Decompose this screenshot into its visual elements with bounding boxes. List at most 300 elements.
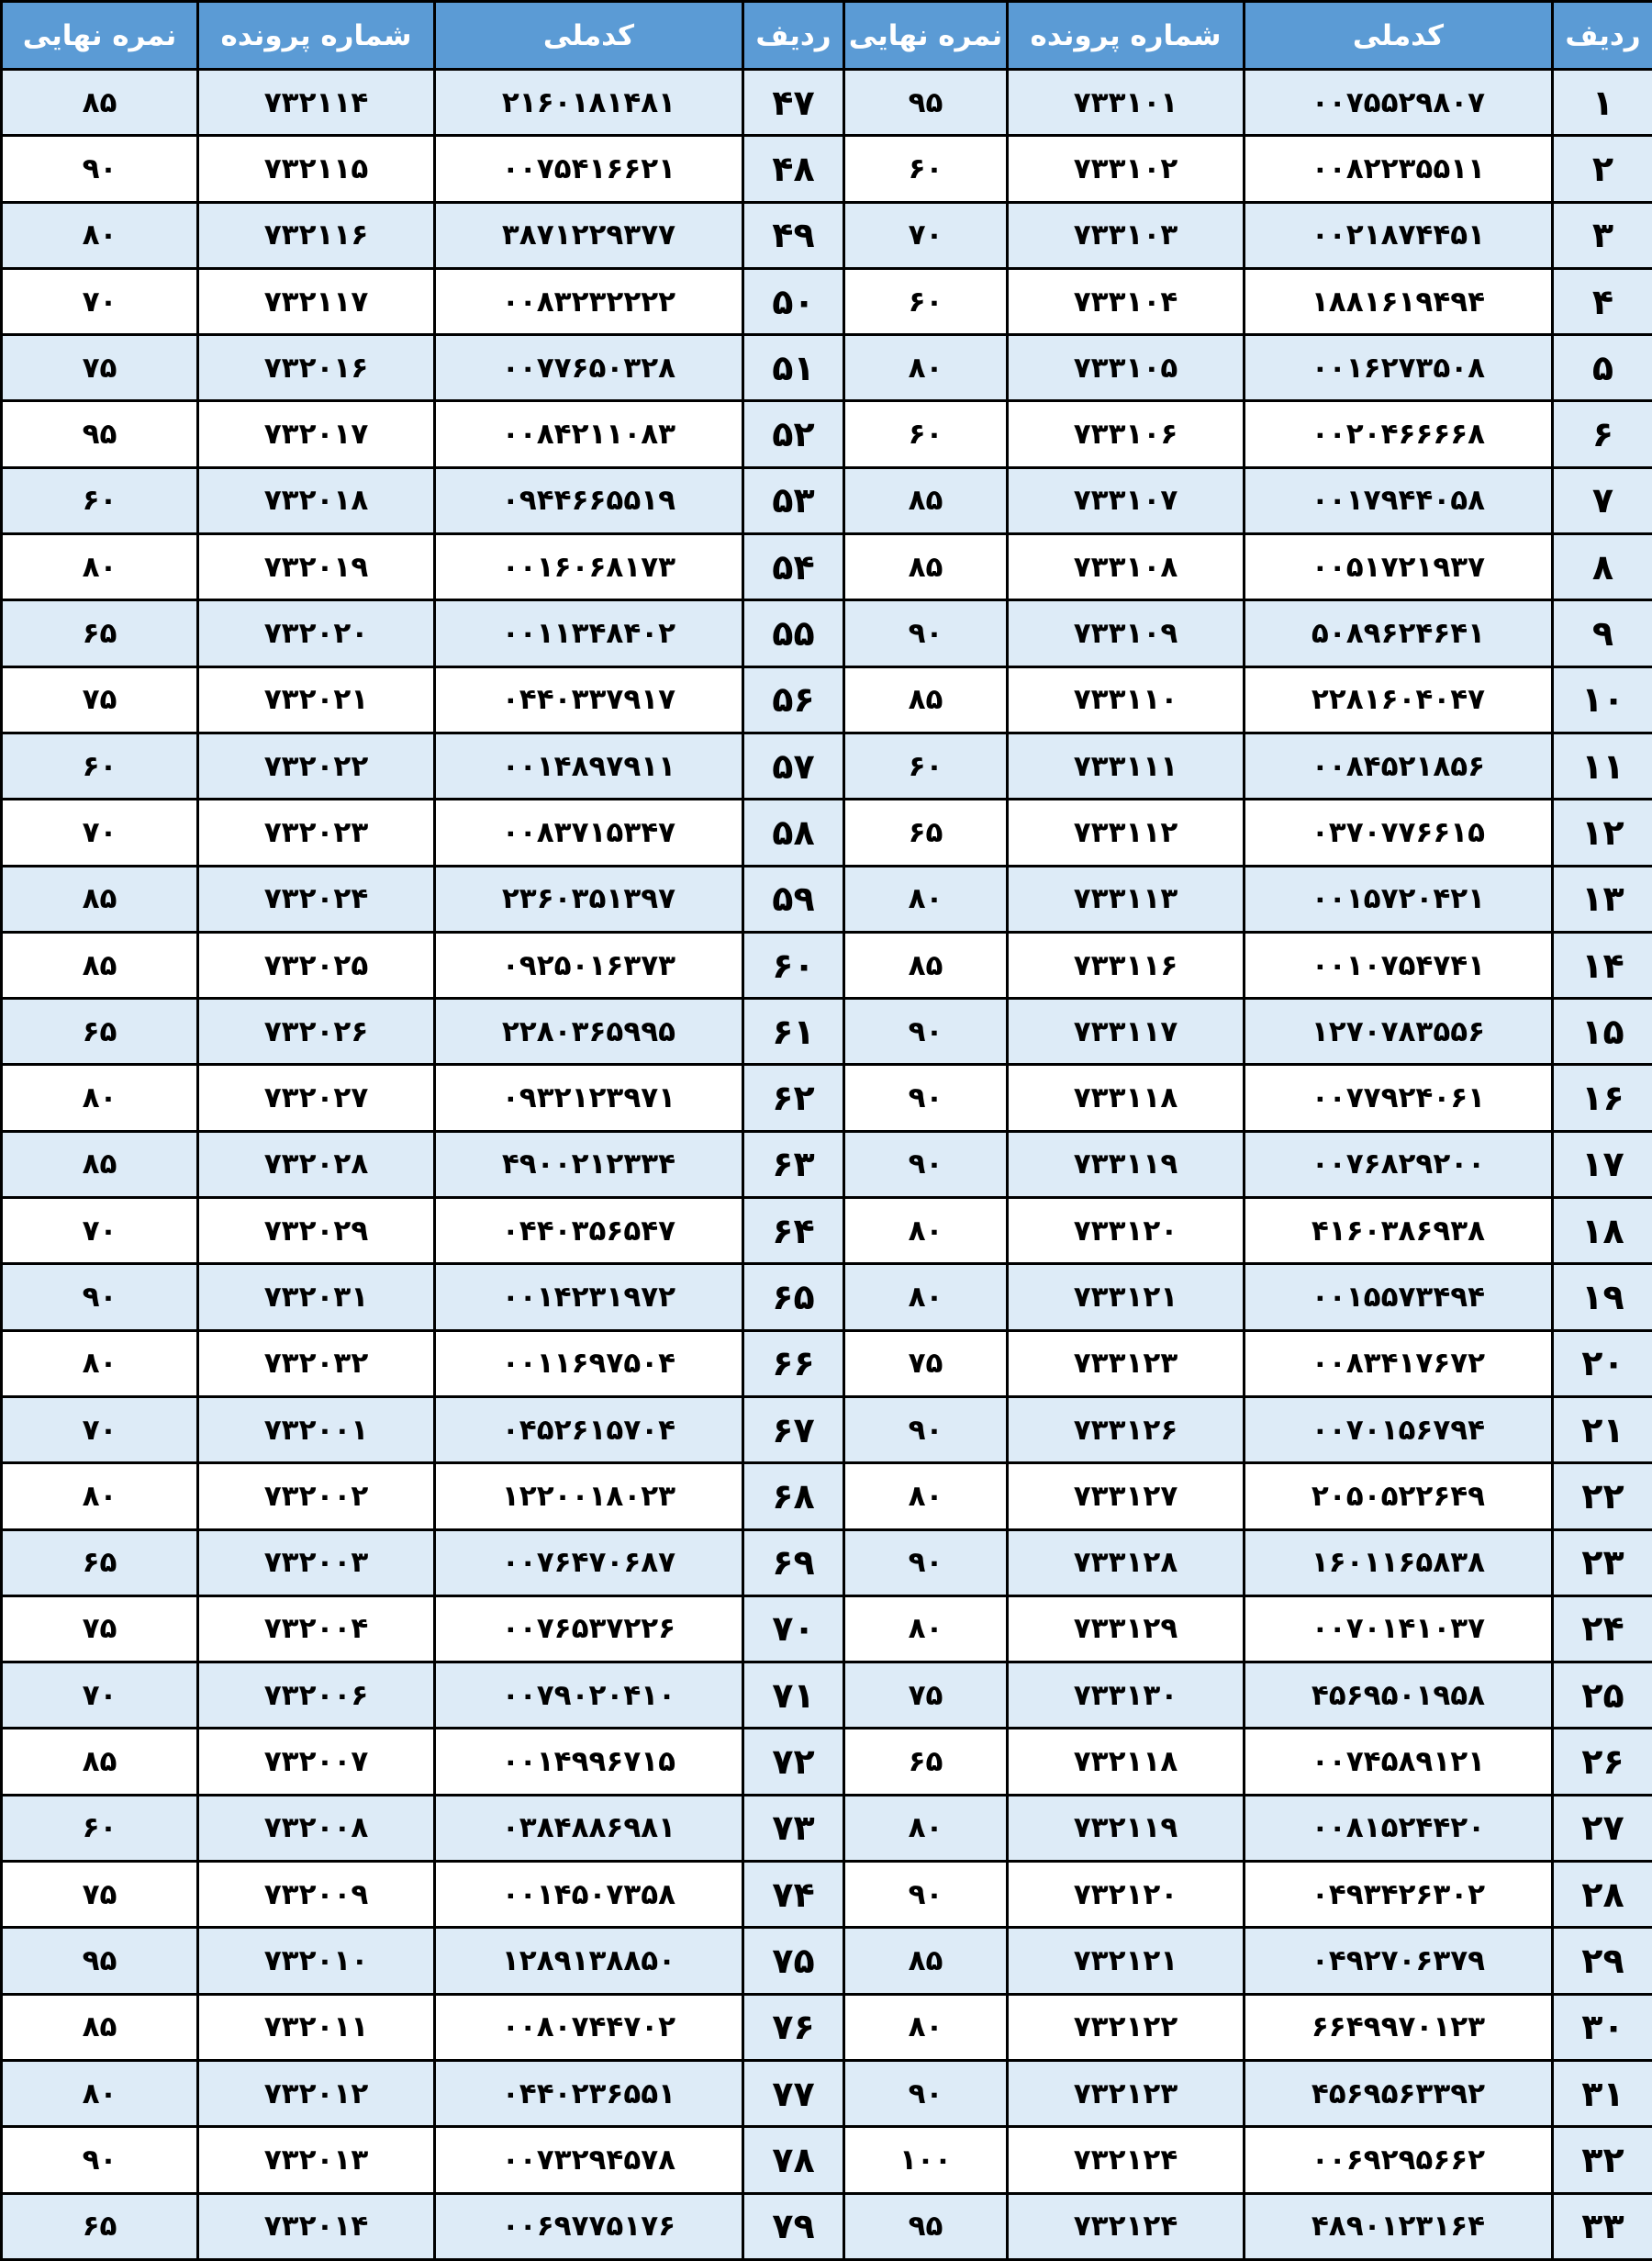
- national-id-cell: ۰۰۱۵۵۷۳۴۹۴: [1245, 1264, 1553, 1330]
- national-id-cell: ۱۸۸۱۶۱۹۴۹۴: [1245, 268, 1553, 334]
- row-number-cell: ۶۷: [743, 1396, 844, 1462]
- file-number-cell: ۷۳۳۱۲۰: [1008, 1198, 1245, 1264]
- table-row: [2, 666, 1652, 733]
- row-number-cell: ۷: [1553, 467, 1652, 533]
- row-number-cell: ۲۶: [1553, 1729, 1652, 1795]
- national-id-cell: ۲۰۵۰۵۲۲۶۴۹: [1245, 1463, 1553, 1529]
- national-id-cell: ۰۰۸۳۴۱۷۶۷۲: [1245, 1330, 1553, 1396]
- final-grade-cell: ۹۵: [844, 70, 1008, 136]
- national-id-cell: ۶۶۴۹۹۷۰۱۲۳: [1245, 1994, 1553, 2060]
- file-number-cell: ۷۳۲۰۲۰: [198, 600, 435, 666]
- file-number-cell: ۷۳۳۱۰۸: [1008, 534, 1245, 600]
- final-grade-cell: ۶۵: [844, 800, 1008, 866]
- final-grade-cell: ۷۵: [844, 1330, 1008, 1396]
- row-number-cell: ۴: [1553, 268, 1652, 334]
- file-number-cell: ۷۳۲۰۰۹: [198, 1862, 435, 1928]
- row-number-cell: ۶۳: [743, 1131, 844, 1197]
- national-id-cell: ۰۰۲۰۴۶۶۶۶۸: [1245, 401, 1553, 467]
- file-number-cell: ۷۳۲۰۳۱: [198, 1264, 435, 1330]
- final-grade-cell: ۸۵: [2, 932, 198, 998]
- national-id-cell: ۰۰۸۰۷۴۴۷۰۲: [435, 1994, 743, 2060]
- final-grade-cell: ۹۰: [844, 999, 1008, 1065]
- file-number-cell: ۷۳۳۱۱۲: [1008, 800, 1245, 866]
- file-number-cell: ۷۳۲۰۰۴: [198, 1595, 435, 1662]
- final-grade-cell: ۹۵: [2, 401, 198, 467]
- final-grade-cell: ۸۰: [844, 1595, 1008, 1662]
- row-number-cell: ۵: [1553, 335, 1652, 401]
- file-number-cell: ۷۳۳۱۲۶: [1008, 1396, 1245, 1462]
- file-number-cell: ۷۳۲۰۲۴: [198, 866, 435, 932]
- row-number-cell: ۶۲: [743, 1065, 844, 1131]
- table-row: [2, 999, 1652, 1065]
- row-number-cell: ۳۰: [1553, 1994, 1652, 2060]
- row-number-cell: ۲۴: [1553, 1595, 1652, 1662]
- national-id-cell: ۰۰۱۴۸۹۷۹۱۱: [435, 733, 743, 799]
- national-id-cell: ۰۰۸۳۷۱۵۳۴۷: [435, 800, 743, 866]
- national-id-cell: ۰۰۱۶۰۶۸۱۷۳: [435, 534, 743, 600]
- row-number-cell: ۱۶: [1553, 1065, 1652, 1131]
- row-number-cell: ۲: [1553, 136, 1652, 202]
- final-grade-cell: ۸۰: [844, 1264, 1008, 1330]
- file-number-cell: ۷۳۲۰۳۲: [198, 1330, 435, 1396]
- row-number-cell: ۷۸: [743, 2127, 844, 2193]
- table-row: [2, 1264, 1652, 1330]
- row-number-cell: ۳۲: [1553, 2127, 1652, 2193]
- row-number-cell: ۵۴: [743, 534, 844, 600]
- national-id-cell: ۰۰۸۲۲۳۵۵۱۱: [1245, 136, 1553, 202]
- row-number-cell: ۲۰: [1553, 1330, 1652, 1396]
- national-id-cell: ۲۱۶۰۱۸۱۴۸۱: [435, 70, 743, 136]
- file-number-cell: ۷۳۲۱۲۴: [1008, 2193, 1245, 2259]
- national-id-cell: ۴۹۰۰۲۱۲۳۳۴: [435, 1131, 743, 1197]
- row-number-cell: ۱۳: [1553, 866, 1652, 932]
- file-number-cell: ۷۳۲۰۱۳: [198, 2127, 435, 2193]
- national-id-cell: ۰۰۱۵۷۲۰۴۲۱: [1245, 866, 1553, 932]
- row-number-cell: ۷۷: [743, 2060, 844, 2126]
- final-grade-cell: ۷۰: [2, 268, 198, 334]
- national-id-cell: ۲۲۸۰۳۶۵۹۹۵: [435, 999, 743, 1065]
- national-id-cell: ۰۰۵۱۷۲۱۹۳۷: [1245, 534, 1553, 600]
- national-id-cell: ۰۰۸۴۵۲۱۸۵۶: [1245, 733, 1553, 799]
- header-row-number: ردیف: [1553, 2, 1652, 70]
- national-id-cell: ۰۰۷۷۶۵۰۳۲۸: [435, 335, 743, 401]
- row-number-cell: ۷۶: [743, 1994, 844, 2060]
- header-final-grade: نمره نهایی: [2, 2, 198, 70]
- row-number-cell: ۶۵: [743, 1264, 844, 1330]
- national-id-cell: ۰۰۶۹۲۹۵۶۶۲: [1245, 2127, 1553, 2193]
- file-number-cell: ۷۳۳۱۱۱: [1008, 733, 1245, 799]
- final-grade-cell: ۸۵: [2, 1994, 198, 2060]
- table-row: [2, 1396, 1652, 1462]
- file-number-cell: ۷۳۲۱۱۶: [198, 202, 435, 268]
- final-grade-cell: ۹۰: [844, 1529, 1008, 1595]
- final-grade-cell: ۷۵: [844, 1662, 1008, 1729]
- final-grade-cell: ۶۵: [2, 2193, 198, 2259]
- file-number-cell: ۷۳۲۱۱۸: [1008, 1729, 1245, 1795]
- row-number-cell: ۵۳: [743, 467, 844, 533]
- final-grade-cell: ۷۵: [2, 1862, 198, 1928]
- national-id-cell: ۴۸۹۰۱۲۳۱۶۴: [1245, 2193, 1553, 2259]
- national-id-cell: ۰۴۴۰۲۳۶۵۵۱: [435, 2060, 743, 2126]
- final-grade-cell: ۶۵: [2, 600, 198, 666]
- national-id-cell: ۲۳۶۰۳۵۱۳۹۷: [435, 866, 743, 932]
- national-id-cell: ۰۰۶۹۷۷۵۱۷۶: [435, 2193, 743, 2259]
- final-grade-cell: ۸۰: [2, 202, 198, 268]
- file-number-cell: ۷۳۳۱۰۵: [1008, 335, 1245, 401]
- file-number-cell: ۷۳۲۰۱۲: [198, 2060, 435, 2126]
- row-number-cell: ۶۴: [743, 1198, 844, 1264]
- row-number-cell: ۵۲: [743, 401, 844, 467]
- file-number-cell: ۷۳۲۰۱۷: [198, 401, 435, 467]
- row-number-cell: ۲۸: [1553, 1862, 1652, 1928]
- row-number-cell: ۲۲: [1553, 1463, 1652, 1529]
- table-row: [2, 1795, 1652, 1861]
- final-grade-cell: ۷۰: [2, 1662, 198, 1729]
- table-row: [2, 800, 1652, 866]
- final-grade-cell: ۸۰: [844, 1795, 1008, 1861]
- header-national-id: کدملی: [1245, 2, 1553, 70]
- row-number-cell: ۷۲: [743, 1729, 844, 1795]
- national-id-cell: ۱۲۸۹۱۳۸۸۵۰: [435, 1928, 743, 1994]
- national-id-cell: ۰۳۸۴۸۸۶۹۸۱: [435, 1795, 743, 1861]
- file-number-cell: ۷۳۲۰۰۳: [198, 1529, 435, 1595]
- row-number-cell: ۱۵: [1553, 999, 1652, 1065]
- final-grade-cell: ۶۰: [2, 733, 198, 799]
- file-number-cell: ۷۳۲۰۲۶: [198, 999, 435, 1065]
- row-number-cell: ۵۷: [743, 733, 844, 799]
- file-number-cell: ۷۳۲۰۱۹: [198, 534, 435, 600]
- table-row: [2, 2060, 1652, 2126]
- row-number-cell: ۱۲: [1553, 800, 1652, 866]
- national-id-cell: ۰۰۷۵۴۱۶۶۲۱: [435, 136, 743, 202]
- national-id-cell: ۰۰۱۱۳۴۸۴۰۲: [435, 600, 743, 666]
- final-grade-cell: ۹۵: [844, 2193, 1008, 2259]
- file-number-cell: ۷۳۲۰۲۸: [198, 1131, 435, 1197]
- national-id-cell: ۰۰۷۳۲۹۴۵۷۸: [435, 2127, 743, 2193]
- file-number-cell: ۷۳۳۱۱۳: [1008, 866, 1245, 932]
- national-id-cell: ۰۴۴۰۳۳۷۹۱۷: [435, 666, 743, 733]
- final-grade-cell: ۸۰: [2, 1065, 198, 1131]
- header-file-number: شماره پرونده: [198, 2, 435, 70]
- row-number-cell: ۲۳: [1553, 1529, 1652, 1595]
- final-grade-cell: ۹۰: [2, 136, 198, 202]
- national-id-cell: ۰۰۸۳۲۳۲۲۲۲: [435, 268, 743, 334]
- file-number-cell: ۷۳۲۰۱۴: [198, 2193, 435, 2259]
- table-row: [2, 1065, 1652, 1131]
- final-grade-cell: ۸۰: [844, 1463, 1008, 1529]
- final-grade-cell: ۹۰: [844, 1396, 1008, 1462]
- row-number-cell: ۳: [1553, 202, 1652, 268]
- file-number-cell: ۷۳۲۱۲۱: [1008, 1928, 1245, 1994]
- national-id-cell: ۰۰۱۰۷۵۴۷۴۱: [1245, 932, 1553, 998]
- table-row: [2, 1862, 1652, 1928]
- final-grade-cell: ۶۵: [2, 999, 198, 1065]
- row-number-cell: ۸: [1553, 534, 1652, 600]
- file-number-cell: ۷۳۲۱۲۳: [1008, 2060, 1245, 2126]
- file-number-cell: ۷۳۲۱۱۷: [198, 268, 435, 334]
- final-grade-cell: ۹۰: [844, 600, 1008, 666]
- final-grade-cell: ۸۵: [2, 1729, 198, 1795]
- final-grade-cell: ۸۵: [844, 467, 1008, 533]
- national-id-cell: ۰۰۸۱۵۲۴۴۲۰: [1245, 1795, 1553, 1861]
- table-row: [2, 2127, 1652, 2193]
- file-number-cell: ۷۳۲۰۰۶: [198, 1662, 435, 1729]
- final-grade-cell: ۶۰: [844, 136, 1008, 202]
- table-row: [2, 866, 1652, 932]
- final-grade-cell: ۹۰: [844, 1131, 1008, 1197]
- table-row: [2, 1928, 1652, 1994]
- table-row: [2, 202, 1652, 268]
- table-row: [2, 467, 1652, 533]
- national-id-cell: ۰۰۱۶۲۷۳۵۰۸: [1245, 335, 1553, 401]
- file-number-cell: ۷۳۲۰۲۱: [198, 666, 435, 733]
- file-number-cell: ۷۳۲۱۱۴: [198, 70, 435, 136]
- table-row: [2, 401, 1652, 467]
- national-id-cell: ۲۲۸۱۶۰۴۰۴۷: [1245, 666, 1553, 733]
- file-number-cell: ۷۳۲۰۰۲: [198, 1463, 435, 1529]
- national-id-cell: ۰۳۷۰۷۷۶۶۱۵: [1245, 800, 1553, 866]
- row-number-cell: ۷۰: [743, 1595, 844, 1662]
- final-grade-cell: ۶۰: [844, 733, 1008, 799]
- national-id-cell: ۱۲۷۰۷۸۳۵۵۶: [1245, 999, 1553, 1065]
- table-row: [2, 600, 1652, 666]
- file-number-cell: ۷۳۳۱۱۸: [1008, 1065, 1245, 1131]
- header-file-number: شماره پرونده: [1008, 2, 1245, 70]
- row-number-cell: ۷۹: [743, 2193, 844, 2259]
- row-number-cell: ۷۳: [743, 1795, 844, 1861]
- row-number-cell: ۷۴: [743, 1862, 844, 1928]
- row-number-cell: ۴۹: [743, 202, 844, 268]
- row-number-cell: ۹: [1553, 600, 1652, 666]
- row-number-cell: ۲۱: [1553, 1396, 1652, 1462]
- file-number-cell: ۷۳۲۰۰۱: [198, 1396, 435, 1462]
- national-id-cell: ۰۴۹۳۴۲۶۳۰۲: [1245, 1862, 1553, 1928]
- row-number-cell: ۶۰: [743, 932, 844, 998]
- final-grade-cell: ۷۰: [2, 800, 198, 866]
- national-id-cell: ۱۲۲۰۰۱۸۰۲۳: [435, 1463, 743, 1529]
- national-id-cell: ۰۰۷۵۵۲۹۸۰۷: [1245, 70, 1553, 136]
- national-id-cell: ۱۶۰۱۱۶۵۸۳۸: [1245, 1529, 1553, 1595]
- final-grade-cell: ۶۵: [2, 1529, 198, 1595]
- national-id-cell: ۰۰۷۶۸۲۹۲۰۰: [1245, 1131, 1553, 1197]
- final-grade-cell: ۸۵: [844, 1928, 1008, 1994]
- final-grade-cell: ۶۰: [844, 268, 1008, 334]
- file-number-cell: ۷۳۲۱۲۲: [1008, 1994, 1245, 2060]
- national-id-cell: ۰۰۷۹۰۲۰۴۱۰: [435, 1662, 743, 1729]
- header-row: [2, 2, 1652, 70]
- table-row: [2, 1994, 1652, 2060]
- final-grade-cell: ۹۰: [844, 2060, 1008, 2126]
- file-number-cell: ۷۳۲۰۰۷: [198, 1729, 435, 1795]
- national-id-cell: ۵۰۸۹۶۲۴۶۴۱: [1245, 600, 1553, 666]
- national-id-cell: ۴۵۶۹۵۰۱۹۵۸: [1245, 1662, 1553, 1729]
- file-number-cell: ۷۳۲۰۱۸: [198, 467, 435, 533]
- final-grade-cell: ۶۰: [844, 401, 1008, 467]
- final-grade-cell: ۹۰: [844, 1862, 1008, 1928]
- row-number-cell: ۵۰: [743, 268, 844, 334]
- row-number-cell: ۳۱: [1553, 2060, 1652, 2126]
- row-number-cell: ۲۵: [1553, 1662, 1652, 1729]
- file-number-cell: ۷۳۳۱۰۷: [1008, 467, 1245, 533]
- table-row: [2, 2193, 1652, 2259]
- table-row: [2, 335, 1652, 401]
- final-grade-cell: ۹۰: [2, 1264, 198, 1330]
- file-number-cell: ۷۳۲۰۲۳: [198, 800, 435, 866]
- national-id-cell: ۰۴۴۰۳۵۶۵۴۷: [435, 1198, 743, 1264]
- file-number-cell: ۷۳۳۱۲۳: [1008, 1330, 1245, 1396]
- final-grade-cell: ۸۵: [844, 666, 1008, 733]
- table-row: [2, 1662, 1652, 1729]
- table-row: [2, 1595, 1652, 1662]
- table-row: [2, 1729, 1652, 1795]
- file-number-cell: ۷۳۲۱۲۴: [1008, 2127, 1245, 2193]
- national-id-cell: ۰۰۷۰۱۵۶۷۹۴: [1245, 1396, 1553, 1462]
- row-number-cell: ۱۷: [1553, 1131, 1652, 1197]
- final-grade-cell: ۶۰: [2, 467, 198, 533]
- file-number-cell: ۷۳۲۰۱۰: [198, 1928, 435, 1994]
- table-row: [2, 70, 1652, 136]
- row-number-cell: ۲۹: [1553, 1928, 1652, 1994]
- file-number-cell: ۷۳۳۱۰۲: [1008, 136, 1245, 202]
- national-id-cell: ۴۱۶۰۳۸۶۹۳۸: [1245, 1198, 1553, 1264]
- row-number-cell: ۵۹: [743, 866, 844, 932]
- file-number-cell: ۷۳۳۱۲۷: [1008, 1463, 1245, 1529]
- file-number-cell: ۷۳۳۱۲۱: [1008, 1264, 1245, 1330]
- table-row: [2, 1529, 1652, 1595]
- final-grade-cell: ۸۵: [844, 534, 1008, 600]
- row-number-cell: ۶۱: [743, 999, 844, 1065]
- file-number-cell: ۷۳۳۱۱۶: [1008, 932, 1245, 998]
- final-grade-cell: ۱۰۰: [844, 2127, 1008, 2193]
- row-number-cell: ۱: [1553, 70, 1652, 136]
- file-number-cell: ۷۳۳۱۱۰: [1008, 666, 1245, 733]
- final-grade-cell: ۸۰: [844, 1994, 1008, 2060]
- final-grade-cell: ۶۰: [2, 1795, 198, 1861]
- final-grade-cell: ۷۰: [2, 1198, 198, 1264]
- national-id-cell: ۰۰۱۱۶۹۷۵۰۴: [435, 1330, 743, 1396]
- row-number-cell: ۴۸: [743, 136, 844, 202]
- final-grade-cell: ۸۵: [2, 866, 198, 932]
- file-number-cell: ۷۳۲۰۱۶: [198, 335, 435, 401]
- file-number-cell: ۷۳۳۱۲۸: [1008, 1529, 1245, 1595]
- final-grade-cell: ۷۰: [844, 202, 1008, 268]
- file-number-cell: ۷۳۲۰۲۷: [198, 1065, 435, 1131]
- row-number-cell: ۵۵: [743, 600, 844, 666]
- table-row: [2, 136, 1652, 202]
- file-number-cell: ۷۳۳۱۰۶: [1008, 401, 1245, 467]
- final-grade-cell: ۸۰: [2, 2060, 198, 2126]
- national-id-cell: ۰۰۸۴۲۱۱۰۸۳: [435, 401, 743, 467]
- file-number-cell: ۷۳۳۱۰۴: [1008, 268, 1245, 334]
- final-grade-cell: ۹۰: [2, 2127, 198, 2193]
- final-grade-cell: ۸۰: [2, 534, 198, 600]
- header-row-number: ردیف: [743, 2, 844, 70]
- final-grade-cell: ۸۰: [844, 335, 1008, 401]
- final-grade-cell: ۸۵: [2, 70, 198, 136]
- file-number-cell: ۷۳۳۱۳۰: [1008, 1662, 1245, 1729]
- national-id-cell: ۰۰۷۴۵۸۹۱۲۱: [1245, 1729, 1553, 1795]
- final-grade-cell: ۷۵: [2, 1595, 198, 1662]
- final-grade-cell: ۸۵: [2, 1131, 198, 1197]
- national-id-cell: ۰۹۲۵۰۱۶۳۷۳: [435, 932, 743, 998]
- national-id-cell: ۰۰۱۴۹۹۶۷۱۵: [435, 1729, 743, 1795]
- row-number-cell: ۱۸: [1553, 1198, 1652, 1264]
- final-grade-cell: ۷۵: [2, 666, 198, 733]
- table-row: [2, 534, 1652, 600]
- national-id-cell: ۰۴۵۲۶۱۵۷۰۴: [435, 1396, 743, 1462]
- final-grade-cell: ۸۰: [844, 1198, 1008, 1264]
- national-id-cell: ۰۰۱۷۹۴۴۰۵۸: [1245, 467, 1553, 533]
- file-number-cell: ۷۳۳۱۱۹: [1008, 1131, 1245, 1197]
- national-id-cell: ۰۰۷۷۹۲۴۰۶۱: [1245, 1065, 1553, 1131]
- final-grade-cell: ۸۵: [844, 932, 1008, 998]
- national-id-cell: ۴۵۶۹۵۶۳۳۹۲: [1245, 2060, 1553, 2126]
- final-grade-cell: ۹۵: [2, 1928, 198, 1994]
- header-final-grade: نمره نهایی: [844, 2, 1008, 70]
- national-id-cell: ۰۴۹۲۷۰۶۳۷۹: [1245, 1928, 1553, 1994]
- file-number-cell: ۷۳۳۱۱۷: [1008, 999, 1245, 1065]
- final-grade-cell: ۹۰: [844, 1065, 1008, 1131]
- file-number-cell: ۷۳۳۱۲۹: [1008, 1595, 1245, 1662]
- row-number-cell: ۷۵: [743, 1928, 844, 1994]
- final-grade-cell: ۶۵: [844, 1729, 1008, 1795]
- row-number-cell: ۳۳: [1553, 2193, 1652, 2259]
- row-number-cell: ۱۹: [1553, 1264, 1652, 1330]
- final-grade-cell: ۷۰: [2, 1396, 198, 1462]
- table-body: [2, 70, 1652, 2260]
- row-number-cell: ۱۰: [1553, 666, 1652, 733]
- table-row: [2, 1131, 1652, 1197]
- national-id-cell: ۰۰۱۴۵۰۷۳۵۸: [435, 1862, 743, 1928]
- row-number-cell: ۶۸: [743, 1463, 844, 1529]
- table-row: [2, 1198, 1652, 1264]
- file-number-cell: ۷۳۳۱۰۹: [1008, 600, 1245, 666]
- row-number-cell: ۶۶: [743, 1330, 844, 1396]
- header-national-id: کدملی: [435, 2, 743, 70]
- row-number-cell: ۱۴: [1553, 932, 1652, 998]
- national-id-cell: ۰۹۳۲۱۲۳۹۷۱: [435, 1065, 743, 1131]
- file-number-cell: ۷۳۲۱۱۵: [198, 136, 435, 202]
- table-row: [2, 268, 1652, 334]
- file-number-cell: ۷۳۲۰۲۵: [198, 932, 435, 998]
- national-id-cell: ۰۰۱۴۲۳۱۹۷۲: [435, 1264, 743, 1330]
- final-grade-cell: ۸۰: [2, 1330, 198, 1396]
- table-row: [2, 733, 1652, 799]
- row-number-cell: ۴۷: [743, 70, 844, 136]
- row-number-cell: ۶: [1553, 401, 1652, 467]
- table-row: [2, 1463, 1652, 1529]
- file-number-cell: ۷۳۲۱۱۹: [1008, 1795, 1245, 1861]
- file-number-cell: ۷۳۲۰۱۱: [198, 1994, 435, 2060]
- national-id-cell: ۰۰۷۰۱۴۱۰۳۷: [1245, 1595, 1553, 1662]
- final-grade-cell: ۸۰: [844, 866, 1008, 932]
- row-number-cell: ۲۷: [1553, 1795, 1652, 1861]
- national-id-cell: ۳۸۷۱۲۲۹۳۷۷: [435, 202, 743, 268]
- file-number-cell: ۷۳۲۰۲۹: [198, 1198, 435, 1264]
- row-number-cell: ۷۱: [743, 1662, 844, 1729]
- row-number-cell: ۵۸: [743, 800, 844, 866]
- national-id-cell: ۰۹۴۴۶۶۵۵۱۹: [435, 467, 743, 533]
- row-number-cell: ۶۹: [743, 1529, 844, 1595]
- row-number-cell: ۵۱: [743, 335, 844, 401]
- national-id-cell: ۰۰۷۶۵۳۷۲۲۶: [435, 1595, 743, 1662]
- file-number-cell: ۷۳۳۱۰۱: [1008, 70, 1245, 136]
- file-number-cell: ۷۳۲۰۲۲: [198, 733, 435, 799]
- file-number-cell: ۷۳۳۱۰۳: [1008, 202, 1245, 268]
- file-number-cell: ۷۳۲۰۰۸: [198, 1795, 435, 1861]
- national-id-cell: ۰۰۲۱۸۷۴۴۵۱: [1245, 202, 1553, 268]
- final-grade-cell: ۸۰: [2, 1463, 198, 1529]
